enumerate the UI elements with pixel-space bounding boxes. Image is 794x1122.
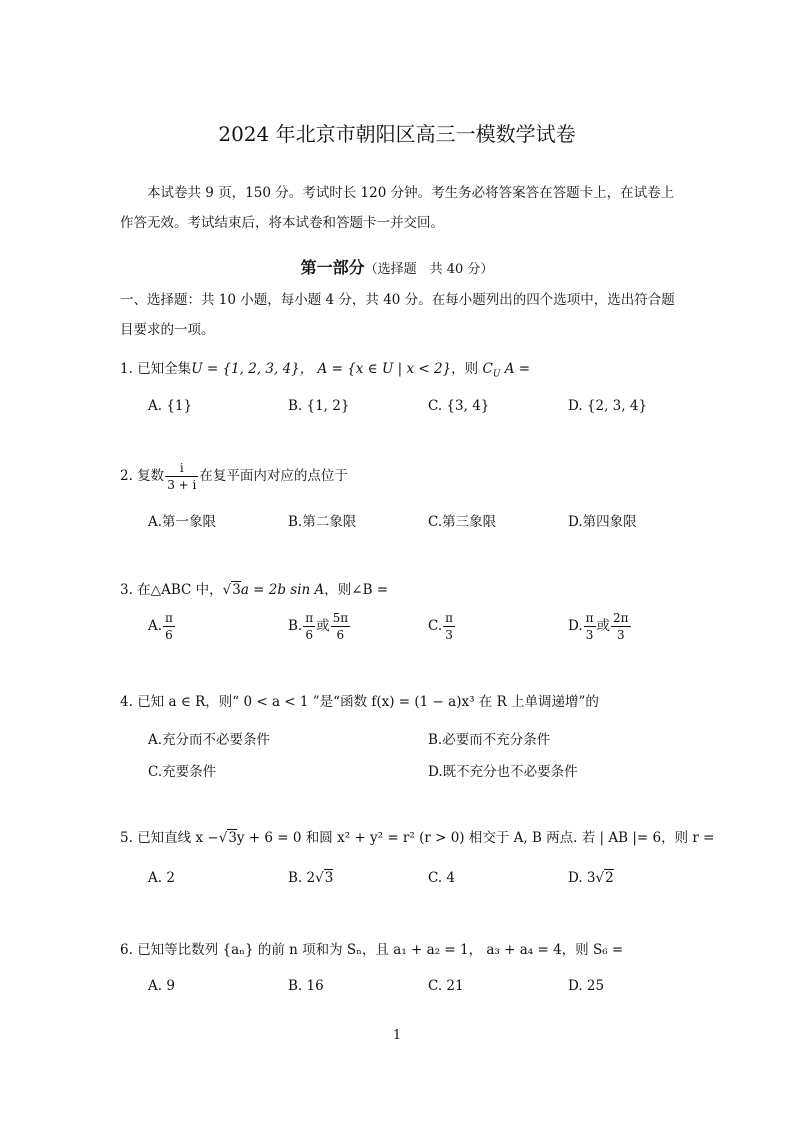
question-text: 已知等比数列 {aₙ} 的前 n 项和为 Sₙ，且 a₁ + a₂ = 1， a₃ + a₄ = 4，则 S₆ = <box>137 942 624 958</box>
q5-option-a: A. 2 <box>148 870 175 886</box>
fraction-numerator: π <box>445 611 454 625</box>
page-number: 1 <box>392 1028 402 1043</box>
question-text: 复数 <box>137 468 165 484</box>
q3-option-c <box>428 612 456 641</box>
sqrt-argument: 2 <box>605 870 614 886</box>
question-text: ，则∠B = <box>324 582 389 598</box>
fraction-denominator: 3 <box>445 628 453 642</box>
fraction <box>611 612 631 641</box>
question-number: 3. <box>120 582 133 598</box>
sqrt-sign: √ <box>315 870 324 886</box>
question-number: 1. <box>120 361 133 377</box>
complement-symbol: C <box>482 361 493 377</box>
fraction-numerator: π <box>585 611 594 625</box>
fraction <box>584 612 596 641</box>
fraction-denominator: 3 + i <box>167 478 197 492</box>
question-number: 2. <box>120 468 133 484</box>
question-2 <box>120 462 348 491</box>
set-a: A = {x ∈ U | x < 2} <box>317 361 452 377</box>
sqrt-sign: √ <box>218 830 228 846</box>
option-text: B. 2 <box>288 870 316 886</box>
q1-option-a: A. {1} <box>148 398 193 414</box>
q2-option-d: D.第四象限 <box>568 514 637 530</box>
q4-option-d: D.既不充分也不必要条件 <box>428 764 578 780</box>
fraction-denominator: 6 <box>336 628 345 642</box>
question-3 <box>120 578 388 598</box>
question-text: y + 6 = 0 和圆 x² + y² = r² (r > 0) 相交于 A, B 两点. 若 | AB |= 6，则 r = <box>236 830 715 846</box>
q6-option-d: D. 25 <box>568 978 605 994</box>
option-label: C. <box>428 618 443 634</box>
equation: a = 2b sin A <box>240 582 325 598</box>
q2-option-b: B.第二象限 <box>288 514 357 530</box>
q1-option-d: D. {2, 3, 4} <box>568 398 648 414</box>
fraction-denominator: 6 <box>305 628 313 642</box>
question-text: ，则 <box>451 361 479 377</box>
option-label: D. <box>568 618 583 634</box>
q3-option-d <box>568 612 632 641</box>
question-text: 在复平面内对应的点位于 <box>199 468 348 484</box>
fraction-denominator: 6 <box>165 628 173 642</box>
q5-option-b <box>288 870 333 886</box>
q3-option-b <box>288 612 351 641</box>
question-text: 已知直线 x − <box>137 830 219 846</box>
q1-option-c: C. {3, 4} <box>428 398 490 414</box>
fraction-numerator: 5π <box>332 611 349 625</box>
instructions: 本试卷共 9 页，150 分。考试时长 120 分钟。考生务必将答案答在答题卡上，在试卷上作答无效。考试结束后，将本试卷和答题卡一并交回。 <box>120 185 675 231</box>
fraction-numerator: 2π <box>613 611 629 625</box>
option-label: A. <box>148 618 163 634</box>
complex-fraction <box>165 462 198 491</box>
q4-option-a: A.充分而不必要条件 <box>148 732 271 748</box>
sqrt-argument: 3 <box>232 582 241 598</box>
q6-option-c: C. 21 <box>428 978 464 994</box>
fraction <box>163 612 175 641</box>
question-text: 在△ABC 中， <box>137 582 223 598</box>
fraction <box>303 612 315 641</box>
fraction-numerator: π <box>165 611 173 625</box>
question-6 <box>120 938 623 958</box>
question-number: 4. <box>120 694 133 710</box>
question-text: 已知 a ∈ R，则“ 0 < a < 1 ”是“函数 f(x) = (1 − a)x³ 在 R 上单调递增”的 <box>137 694 599 710</box>
section-header <box>0 255 794 278</box>
fraction-denominator: 3 <box>585 628 594 642</box>
page-title: 2024 年北京市朝阳区高三一模数学试卷 <box>218 122 576 146</box>
option-text: D. 3 <box>568 870 596 886</box>
question-1 <box>120 357 530 380</box>
q4-option-c: C.充要条件 <box>148 764 217 780</box>
q5-option-d <box>568 870 614 886</box>
q5-option-c: C. 4 <box>428 870 456 886</box>
section-subtitle: （选择题 共 40 分） <box>364 262 494 277</box>
complement-tail: A = <box>504 361 531 377</box>
q3-option-a <box>148 612 176 641</box>
part-intro: 一、选择题：共 10 小题，每小题 4 分，共 40 分。在每小题列出的四个选项中，选出符合题目要求的一项。 <box>120 292 675 338</box>
fraction-denominator: 3 <box>616 628 625 642</box>
q6-option-a: A. 9 <box>148 978 175 994</box>
sqrt-sign: √ <box>595 870 605 886</box>
q4-option-b: B.必要而不充分条件 <box>428 732 551 748</box>
section-title: 第一部分 <box>300 258 365 277</box>
fraction <box>331 612 351 641</box>
q6-option-b: B. 16 <box>288 978 324 994</box>
or-word: 或 <box>316 618 330 634</box>
sqrt-argument: 3 <box>228 830 237 846</box>
fraction <box>443 612 455 641</box>
sqrt-argument: 3 <box>324 870 334 886</box>
sqrt-sign: √ <box>222 582 232 598</box>
q2-option-c: C.第三象限 <box>428 514 497 530</box>
fraction-numerator: π <box>305 611 314 625</box>
complement-expr <box>482 361 531 380</box>
fraction-numerator: i <box>165 462 198 477</box>
q1-option-b: B. {1, 2} <box>288 398 350 414</box>
set-u: U = {1, 2, 3, 4}， <box>191 361 314 377</box>
question-5 <box>120 826 714 846</box>
option-label: B. <box>288 618 303 634</box>
or-word: 或 <box>596 618 611 634</box>
question-number: 6. <box>120 942 133 958</box>
question-number: 5. <box>120 830 133 846</box>
complement-subscript: U <box>492 369 501 380</box>
question-4 <box>120 690 599 710</box>
question-text: 已知全集 <box>137 361 192 377</box>
q2-option-a: A.第一象限 <box>148 514 217 530</box>
